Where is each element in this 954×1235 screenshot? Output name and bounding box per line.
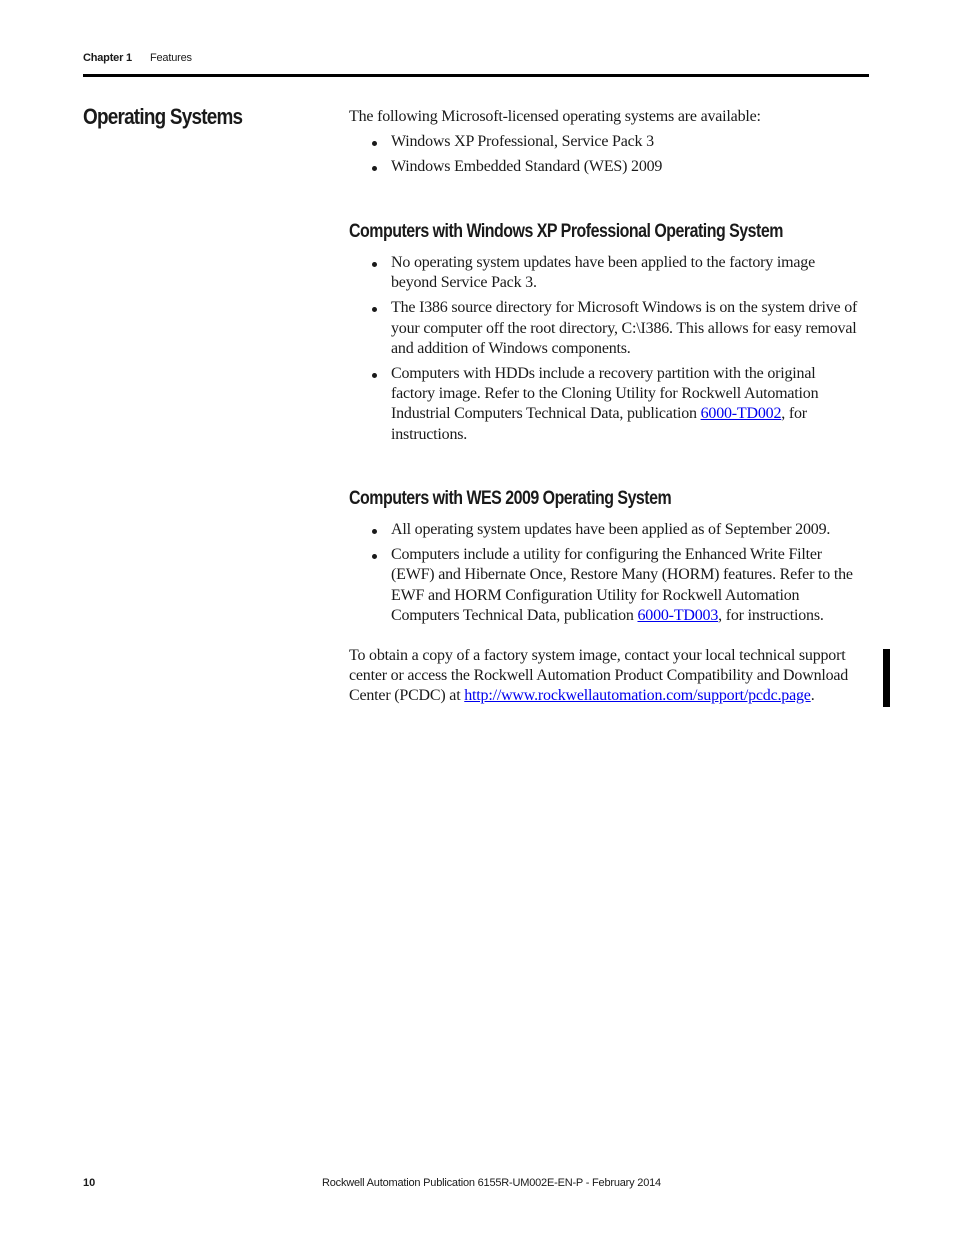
closing-text: To obtain a copy of a factory system image, contact your local technical support center or access the Rockwell Automation Product Compatibility and Download Center (PCDC) at <box>349 647 849 704</box>
xp-bullet-list <box>349 253 863 450</box>
bullet-icon <box>372 554 377 559</box>
os-list <box>349 132 863 182</box>
change-bar <box>883 649 890 707</box>
list-item-text: Windows Embedded Standard (WES) 2009 <box>391 158 663 176</box>
list-item <box>349 253 863 293</box>
closing-paragraph <box>349 646 869 706</box>
chapter-section-label: Features <box>150 52 192 64</box>
bullet-icon <box>372 529 377 534</box>
bullet-icon <box>372 141 377 146</box>
section-title: Operating Systems <box>83 104 243 129</box>
bullet-icon <box>372 262 377 267</box>
list-item-text: Computers include a utility for configuring the Enhanced Write Filter (EWF) and Hibernate Once, Restore Many (HORM) features. Refer to the EWF and HORM Configuration Utility for Rockwell Automation Computers Technical Data, publication <box>391 546 853 624</box>
chapter-label: Chapter 1 <box>83 52 132 64</box>
running-header <box>83 52 192 64</box>
page-number: 10 <box>83 1177 96 1189</box>
bullet-icon <box>372 373 377 378</box>
list-item <box>349 364 863 445</box>
list-item-text: , for instructions. <box>718 606 824 624</box>
list-item-text: All operating system updates have been applied as of September 2009. <box>391 521 831 538</box>
header-rule <box>83 74 869 77</box>
closing-text-end: . <box>810 687 815 704</box>
list-item <box>349 298 863 359</box>
wes-bullet-list <box>349 520 863 631</box>
list-item-text: No operating system updates have been applied to the factory image beyond Service Pack 3. <box>391 254 815 292</box>
list-item <box>349 545 863 626</box>
os-intro-paragraph: The following Microsoft-licensed operating systems are available: <box>349 108 761 125</box>
pcdc-link[interactable]: http://www.rockwellautomation.com/support/pcdc.page <box>464 687 811 704</box>
list-item-text: Windows XP Professional, Service Pack 3 <box>391 133 654 150</box>
list-item <box>349 132 863 152</box>
list-item-text: The I386 source directory for Microsoft Windows is on the system drive of your computer off the root directory, C:\I386. This allows for easy removal and addition of Windows components. <box>391 299 858 357</box>
wes-heading: Computers with WES 2009 Operating System <box>349 488 672 509</box>
publication-footer: Rockwell Automation Publication 6155R-UM002E-EN-P - February 2014 <box>322 1177 661 1189</box>
xp-heading: Computers with Windows XP Professional Operating System <box>349 221 783 242</box>
list-item <box>349 520 863 540</box>
bullet-icon <box>372 166 377 171</box>
publication-link-td003[interactable]: 6000-TD003 <box>637 606 719 624</box>
publication-link-td002[interactable]: 6000-TD002 <box>700 405 782 423</box>
list-item-text: Computers with HDDs include a recovery partition with the original factory image. Refer to the Cloning Utility for Rockwell Automation Industrial Computers Technical Data, publication <box>391 365 819 423</box>
list-item <box>349 157 863 177</box>
bullet-icon <box>372 307 377 312</box>
list-item-text: , for instructions. <box>391 405 807 443</box>
